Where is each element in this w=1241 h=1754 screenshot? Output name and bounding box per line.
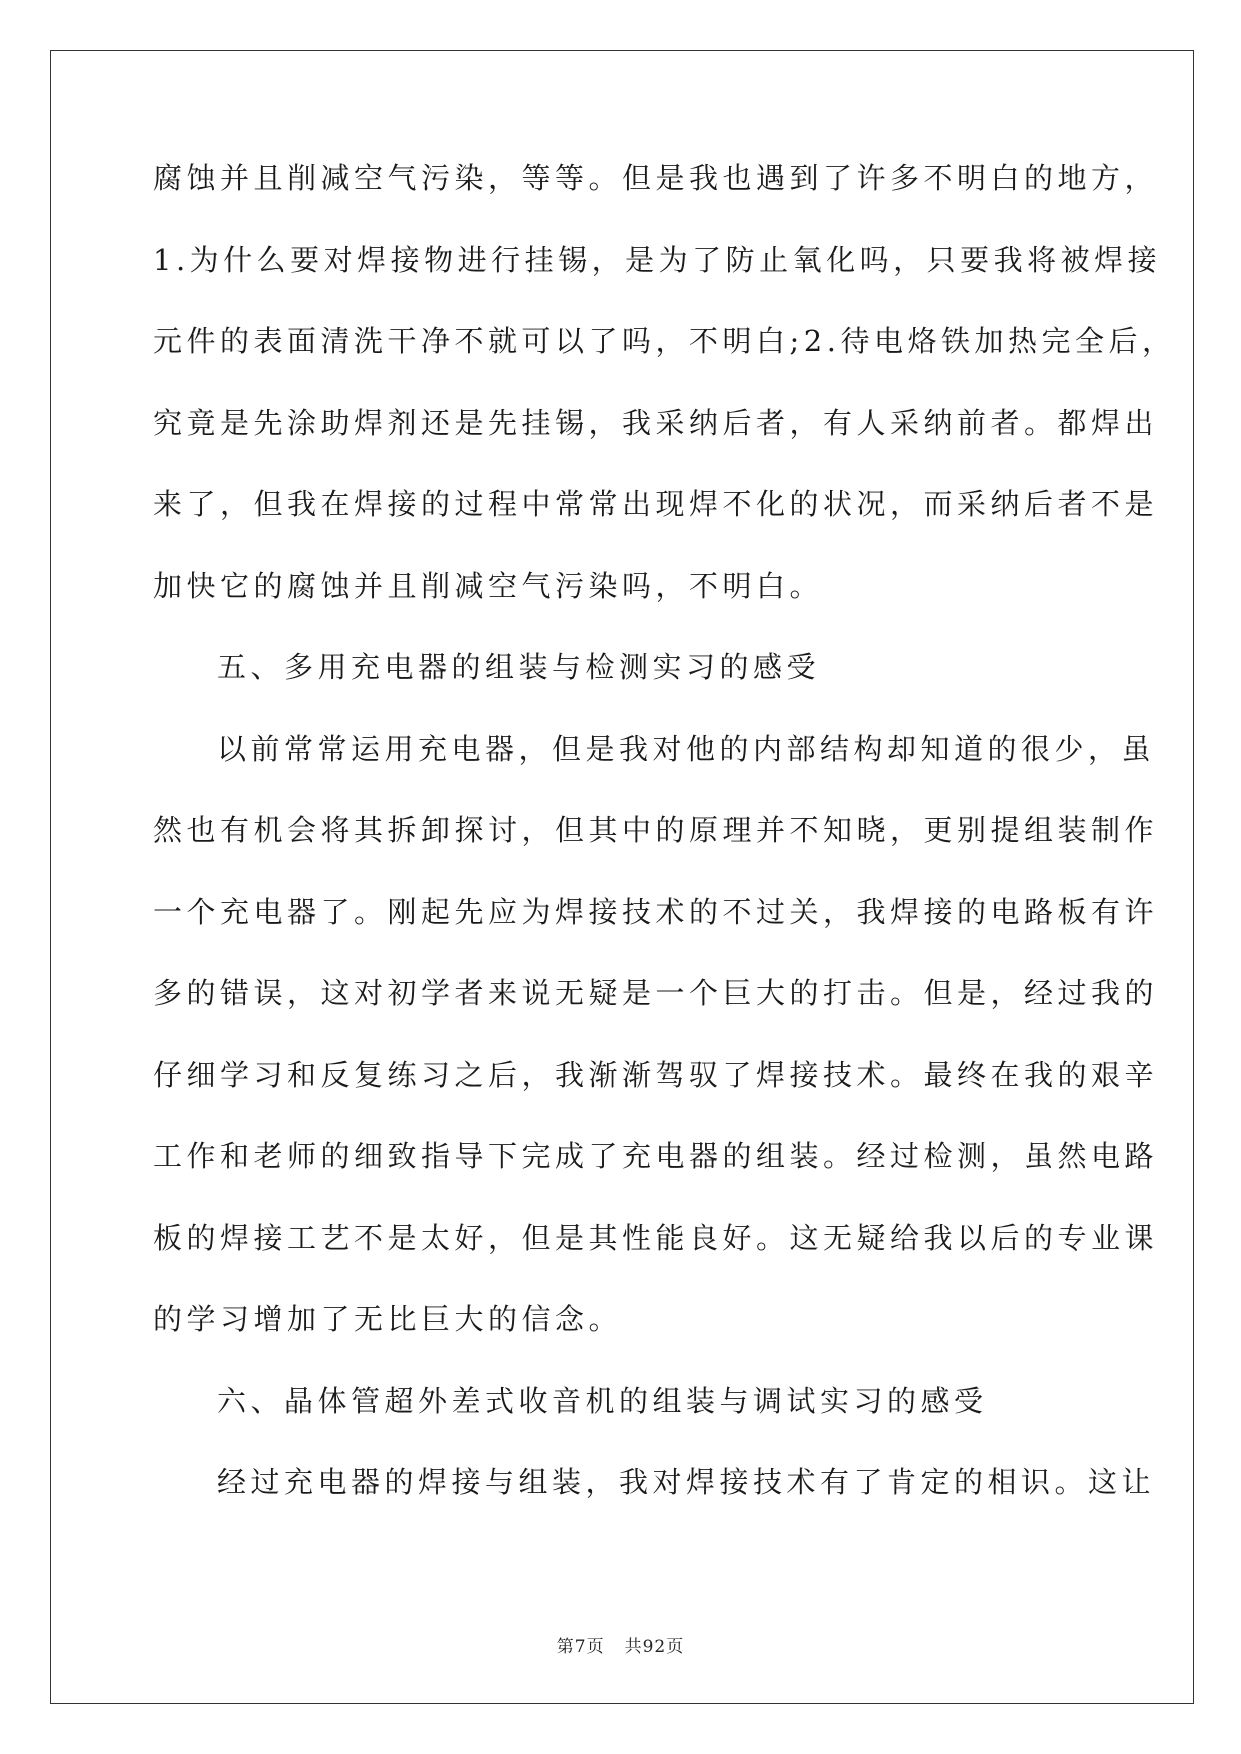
document-body bbox=[153, 158, 1176, 1544]
section-heading-5: 五、多用充电器的组装与检测实习的感受 bbox=[217, 650, 821, 684]
text-line-4: 究竟是先涂助焊剂还是先挂锡，我采纳后者，有人采纳前者。都焊出 bbox=[153, 405, 1159, 440]
text-line-13: 工作和老师的细致指导下完成了充电器的组装。经过检测，虽然电路 bbox=[153, 1139, 1159, 1173]
text-line-9: 然也有机会将其拆卸探讨，但其中的原理并不知晓，更别提组装制作 bbox=[153, 813, 1159, 847]
text-line-11: 多的错误，这对初学者来说无疑是一个巨大的打击。但是，经过我的 bbox=[153, 976, 1159, 1010]
current-page-number: 第7页 bbox=[556, 1637, 605, 1657]
text-line-17: 经过充电器的焊接与组装，我对焊接技术有了肯定的相识。这让 bbox=[217, 1465, 1156, 1499]
text-line-15: 的学习增加了无比巨大的信念。 bbox=[153, 1302, 623, 1336]
text-line-14: 板的焊接工艺不是太好，但是其性能良好。这无疑给我以后的专业课 bbox=[153, 1220, 1159, 1255]
text-line-5: 来了，但我在焊接的过程中常常出现焊不化的状况，而采纳后者不是 bbox=[153, 487, 1159, 521]
text-line-12: 仔细学习和反复练习之后，我渐渐驾驭了焊接技术。最终在我的艰辛 bbox=[153, 1057, 1159, 1092]
section-heading-6: 六、晶体管超外差式收音机的组装与调试实习的感受 bbox=[217, 1383, 988, 1418]
text-line-2: 1.为什么要对焊接物进行挂锡，是为了防止氧化吗，只要我将被焊接 bbox=[153, 242, 1162, 277]
text-line-3: 元件的表面清洗干净不就可以了吗，不明白;2.待电烙铁加热完全后， bbox=[153, 324, 1176, 358]
total-page-count: 共92页 bbox=[624, 1637, 685, 1657]
text-line-8: 以前常常运用充电器，但是我对他的内部结构却知道的很少，虽 bbox=[217, 731, 1156, 766]
text-line-10: 一个充电器了。刚起先应为焊接技术的不过关，我焊接的电路板有许 bbox=[153, 894, 1159, 929]
page-footer bbox=[0, 1632, 1241, 1657]
text-line-6: 加快它的腐蚀并且削减空气污染吗，不明白。 bbox=[153, 568, 824, 603]
text-line-1: 腐蚀并且削减空气污染，等等。但是我也遇到了许多不明白的地方， bbox=[153, 161, 1159, 195]
